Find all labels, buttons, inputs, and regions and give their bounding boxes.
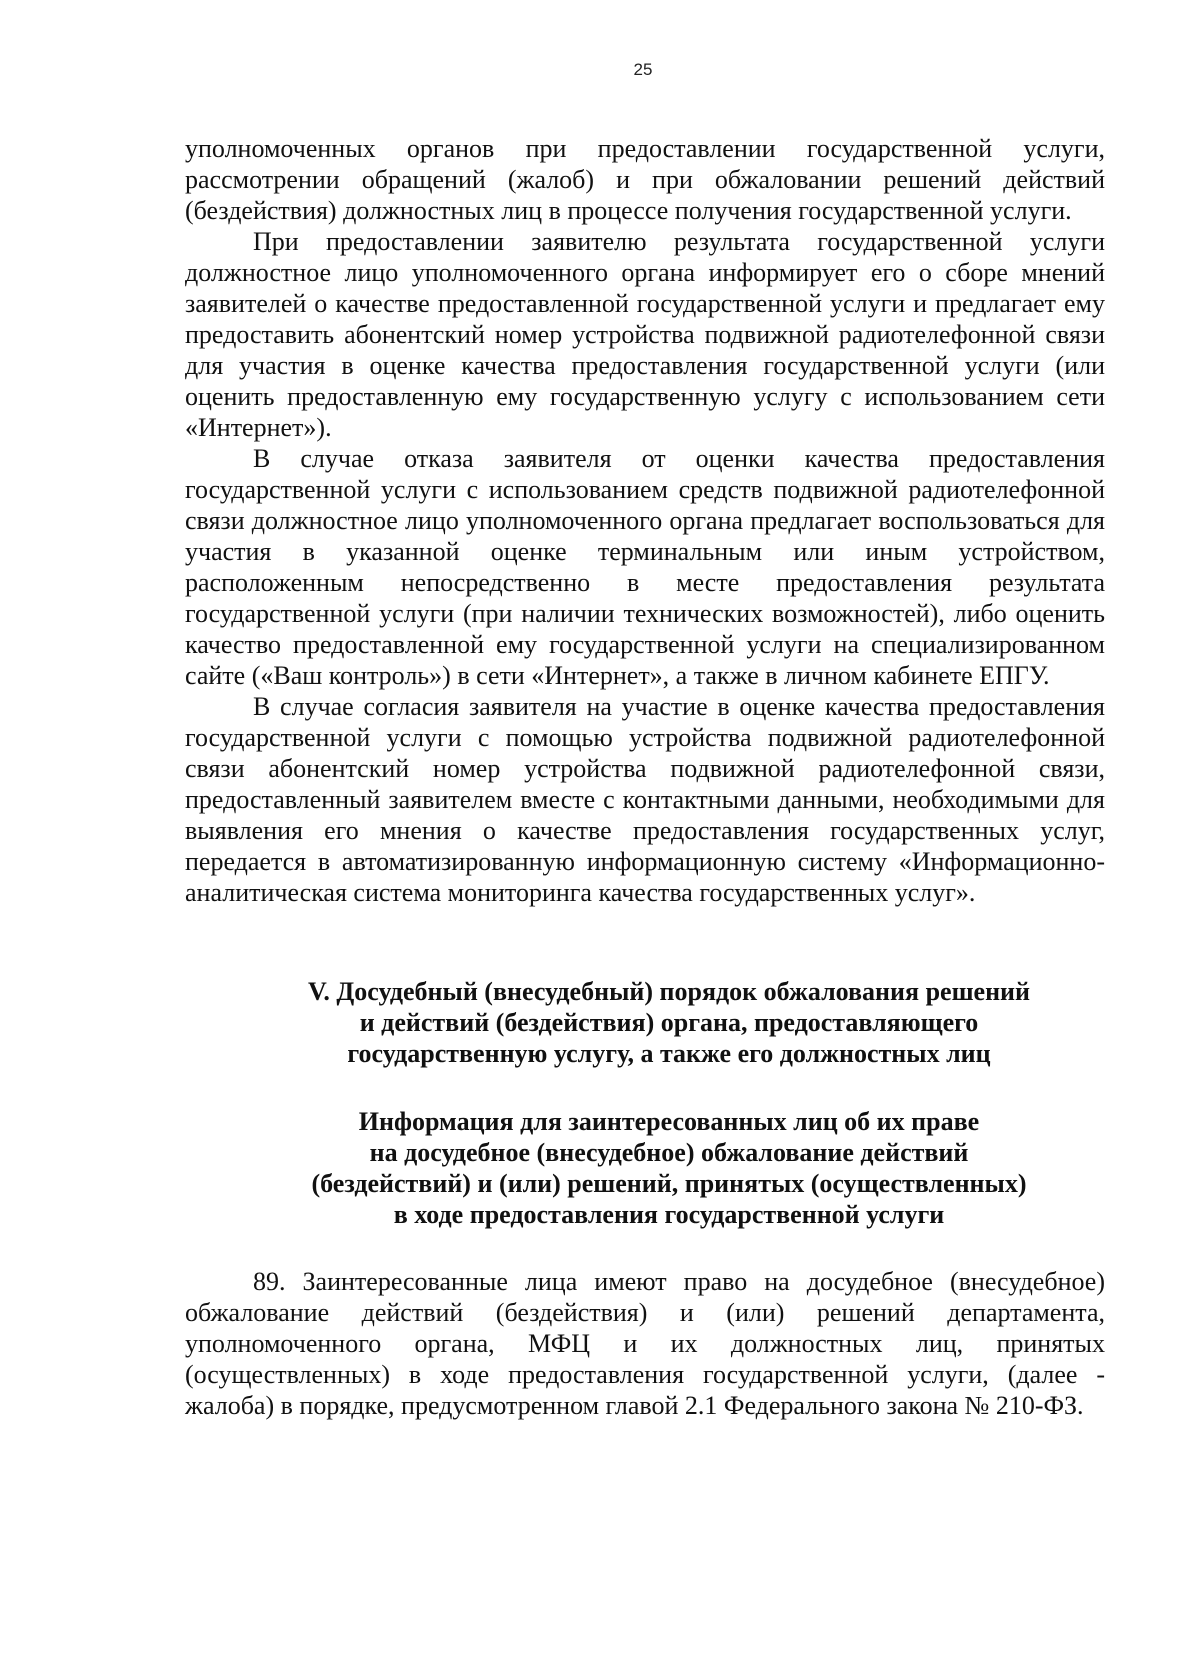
- sub-heading: [185, 1106, 1105, 1230]
- sub-heading-line: Информация для заинтересованных лиц об их праве: [358, 1107, 980, 1136]
- page-number: 25: [633, 60, 653, 79]
- sub-heading-line: на досудебное (внесудебное) обжалование действий: [369, 1138, 969, 1167]
- section-heading-line: и действий (бездействия) органа, предоставляющего: [359, 1008, 979, 1037]
- section-heading-line: V. Досудебный (внесудебный) порядок обжалования решений: [307, 977, 1031, 1006]
- document-body: [185, 133, 1105, 1421]
- section-heading: [185, 976, 1105, 1069]
- paragraph-refusal: В случае отказа заявителя от оценки качества предоставления государственной услуги с использованием средств подвижной радиотелефонной связи должностное лицо уполномоченного органа предлагает воспользоваться для участия в указанной оценке терминальным или иным устройством, расположенным непосредственно в месте предоставления результата государственной услуги (при наличии технических возможностей), либо оценить качество предоставленной ему государственной услуги на специализированном сайте («Ваш контроль») в сети «Интернет», а также в личном кабинете ЕПГУ.: [185, 444, 1105, 690]
- sub-heading-line: в ходе предоставления государственной услуги: [393, 1200, 945, 1229]
- paragraph-continuation: уполномоченных органов при предоставлении государственной услуги, рассмотрении обращений (жалоб) и при обжаловании решений действий (бездействия) должностных лиц в процессе получения государственной услуги.: [185, 134, 1105, 225]
- paragraph-consent: В случае согласия заявителя на участие в оценке качества предоставления государственной услуги с помощью устройства подвижной радиотелефонной связи абонентский номер устройства подвижной радиотелефонной связи, предоставленный заявителем вместе с контактными данными, необходимыми для выявления его мнения о качестве предоставления государственных услуг, передается в автоматизированную информационную систему «Информационно-аналитическая система мониторинга качества государственных услуг».: [185, 692, 1105, 907]
- paragraph-89: 89. Заинтересованные лица имеют право на досудебное (внесудебное) обжалование действий (бездействия) и (или) решений департамента, уполномоченного органа, МФЦ и их должностных лиц, принятых (осуществленных) в ходе предоставления государственной услуги, (далее - жалоба) в порядке, предусмотренном главой 2.1 Федерального закона № 210-ФЗ.: [185, 1267, 1105, 1420]
- section-heading-line: государственную услугу, а также его должностных лиц: [347, 1039, 991, 1068]
- paragraph-service-result: При предоставлении заявителю результата государственной услуги должностное лицо уполномоченного органа информирует его о сборе мнений заявителей о качестве предоставленной государственной услуги и предлагает ему предоставить абонентский номер устройства подвижной радиотелефонной связи для участия в оценке качества предоставления государственной услуги (или оценить предоставленную ему государственную услугу с использованием сети «Интернет»).: [185, 227, 1105, 442]
- sub-heading-line: (бездействий) и (или) решений, принятых (осуществленных): [311, 1169, 1027, 1198]
